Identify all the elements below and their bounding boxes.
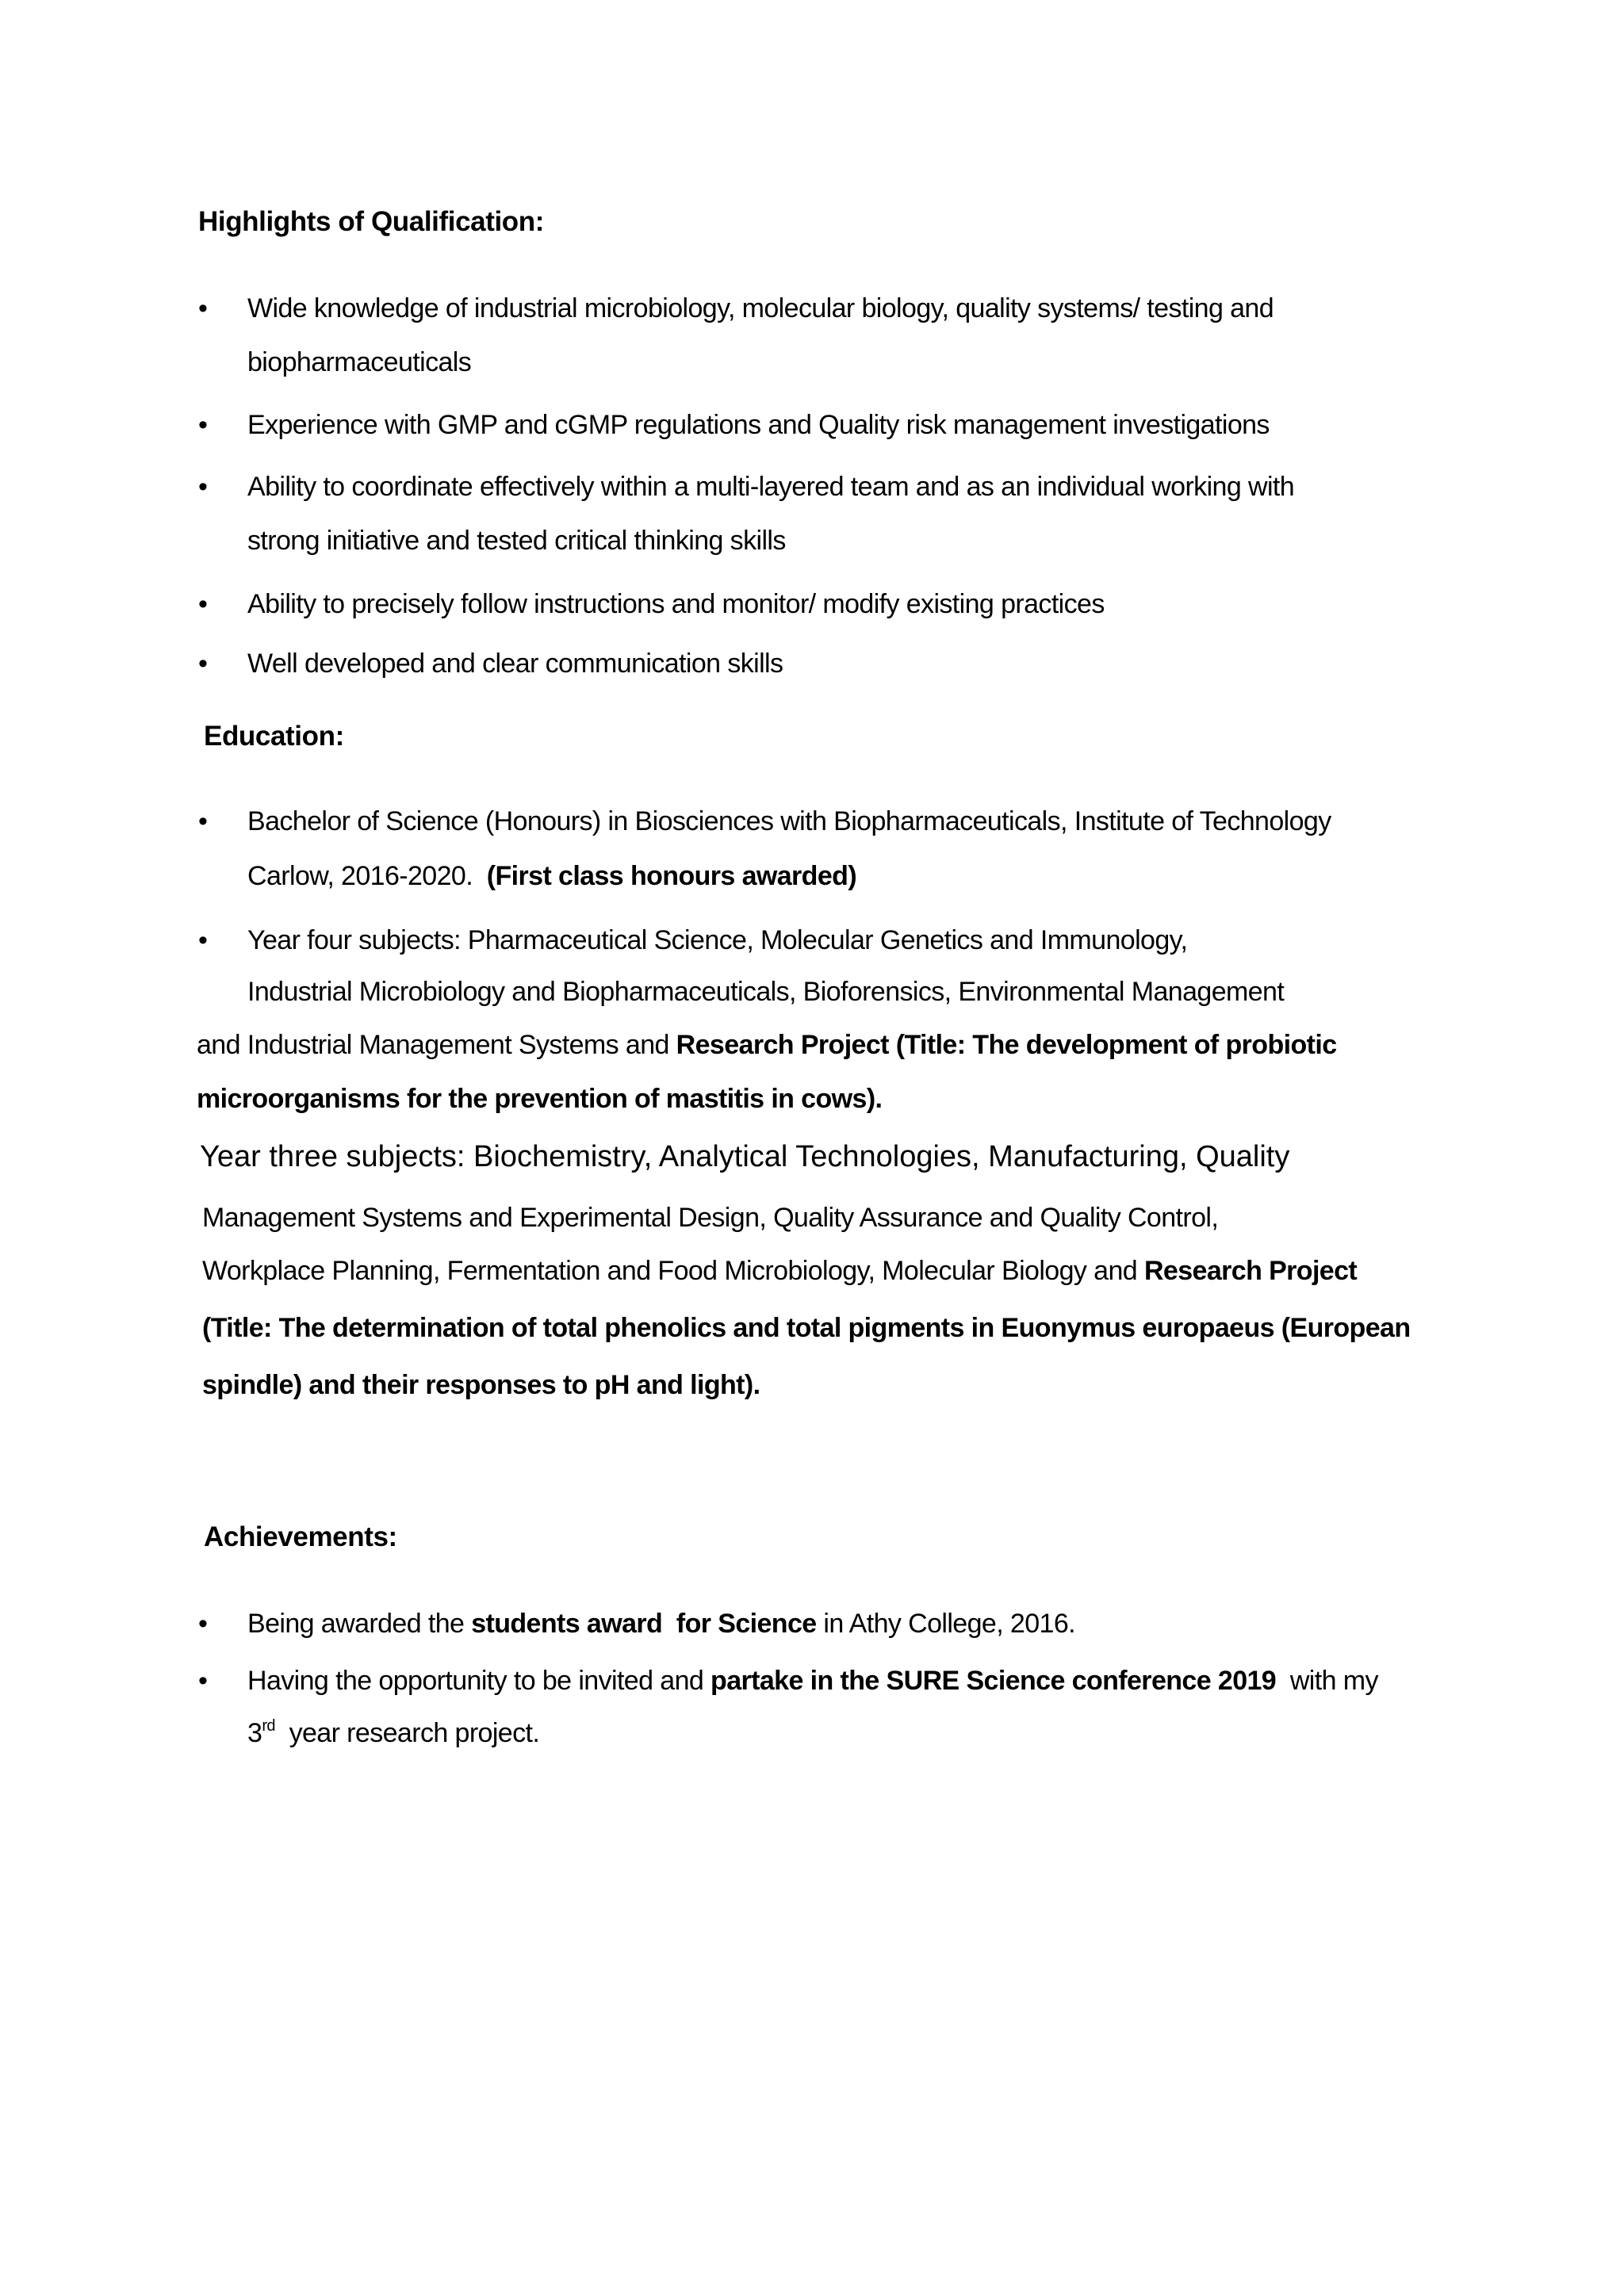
achievement-2-conference: partake in the SURE Science conference 2019 [710,1666,1277,1696]
highlight-item-2-line-1: Experience with GMP and cGMP regulations and Quality risk management investigations [247,410,1270,440]
education-degree-honours: (First class honours awarded) [486,861,857,891]
education-heading: Education: [204,721,344,752]
bullet-icon: • [198,472,208,502]
bullet-icon: • [198,589,208,619]
achievement-1-award: students award for Science [471,1609,817,1639]
achievement-2-ordinal-suffix: rd [262,1717,275,1735]
achievement-item-2-line-2 [247,1716,539,1751]
education-degree-line-1: Bachelor of Science (Honours) in Biosciences with Biopharmaceuticals, Institute of Technology [247,806,1331,836]
highlights-heading: Highlights of Qualification: [198,206,544,237]
education-year-three-project: Research Project [1143,1256,1358,1286]
bullet-icon: • [198,1609,208,1639]
highlight-item-4-line-1: Ability to precisely follow instructions and monitor/ modify existing practices [247,589,1105,619]
education-degree-line-2 [247,859,856,894]
achievement-2-ordinal: 3 [247,1718,262,1748]
highlight-item-1-line-1: Wide knowledge of industrial microbiology, molecular biology, quality systems/ testing and [247,293,1274,323]
education-year-three-subjects: Workplace Planning, Fermentation and Food Microbiology, Molecular Biology and [202,1256,1144,1286]
education-year-four-line-1: Year four subjects: Pharmaceutical Science, Molecular Genetics and Immunology, [247,925,1188,955]
education-year-four-line-2: Industrial Microbiology and Biopharmaceuticals, Bioforensics, Environmental Management [247,977,1285,1007]
education-degree-years: Carlow, 2016-2020. [247,861,487,891]
education-year-four-line-4: microorganisms for the prevention of mastitis in cows). [197,1084,883,1114]
achievement-2-prefix: Having the opportunity to be invited and [247,1666,711,1696]
highlight-item-1-line-2: biopharmaceuticals [247,347,472,377]
highlight-item-3-line-2: strong initiative and tested critical thinking skills [247,526,786,556]
education-year-three-line-3 [202,1253,1357,1288]
education-year-four-project: Research Project (Title: The development of probiotic [676,1030,1337,1060]
achievement-1-prefix: Being awarded the [247,1609,472,1639]
bullet-icon: • [198,410,208,440]
achievement-item-2-line-1 [247,1663,1378,1698]
bullet-icon: • [198,806,208,836]
education-year-three-line-5: spindle) and their responses to pH and light). [202,1370,760,1400]
achievement-1-suffix: in Athy College, 2016. [816,1609,1076,1639]
education-year-four-subjects: and Industrial Management Systems and [197,1030,676,1060]
achievement-2-suffix: with my [1276,1666,1378,1696]
achievements-heading: Achievements: [204,1521,397,1552]
education-year-four-line-3 [197,1027,1337,1062]
bullet-icon: • [198,293,208,323]
education-year-three-line-2: Management Systems and Experimental Design, Quality Assurance and Quality Control, [202,1203,1219,1233]
highlight-item-3-line-1: Ability to coordinate effectively within a multi-layered team and as an individual working with [247,472,1295,502]
education-year-three-line-4: (Title: The determination of total phenolics and total pigments in Euonymus europaeus (European [202,1313,1411,1343]
bullet-icon: • [198,649,208,679]
achievement-2-project: year research project. [274,1718,540,1748]
education-year-three-line-1: Year three subjects: Biochemistry, Analytical Technologies, Manufacturing, Quality [200,1140,1290,1173]
bullet-icon: • [198,925,208,955]
highlight-item-5-line-1: Well developed and clear communication skills [247,649,783,679]
bullet-icon: • [198,1666,208,1696]
achievement-item-1 [247,1606,1075,1641]
